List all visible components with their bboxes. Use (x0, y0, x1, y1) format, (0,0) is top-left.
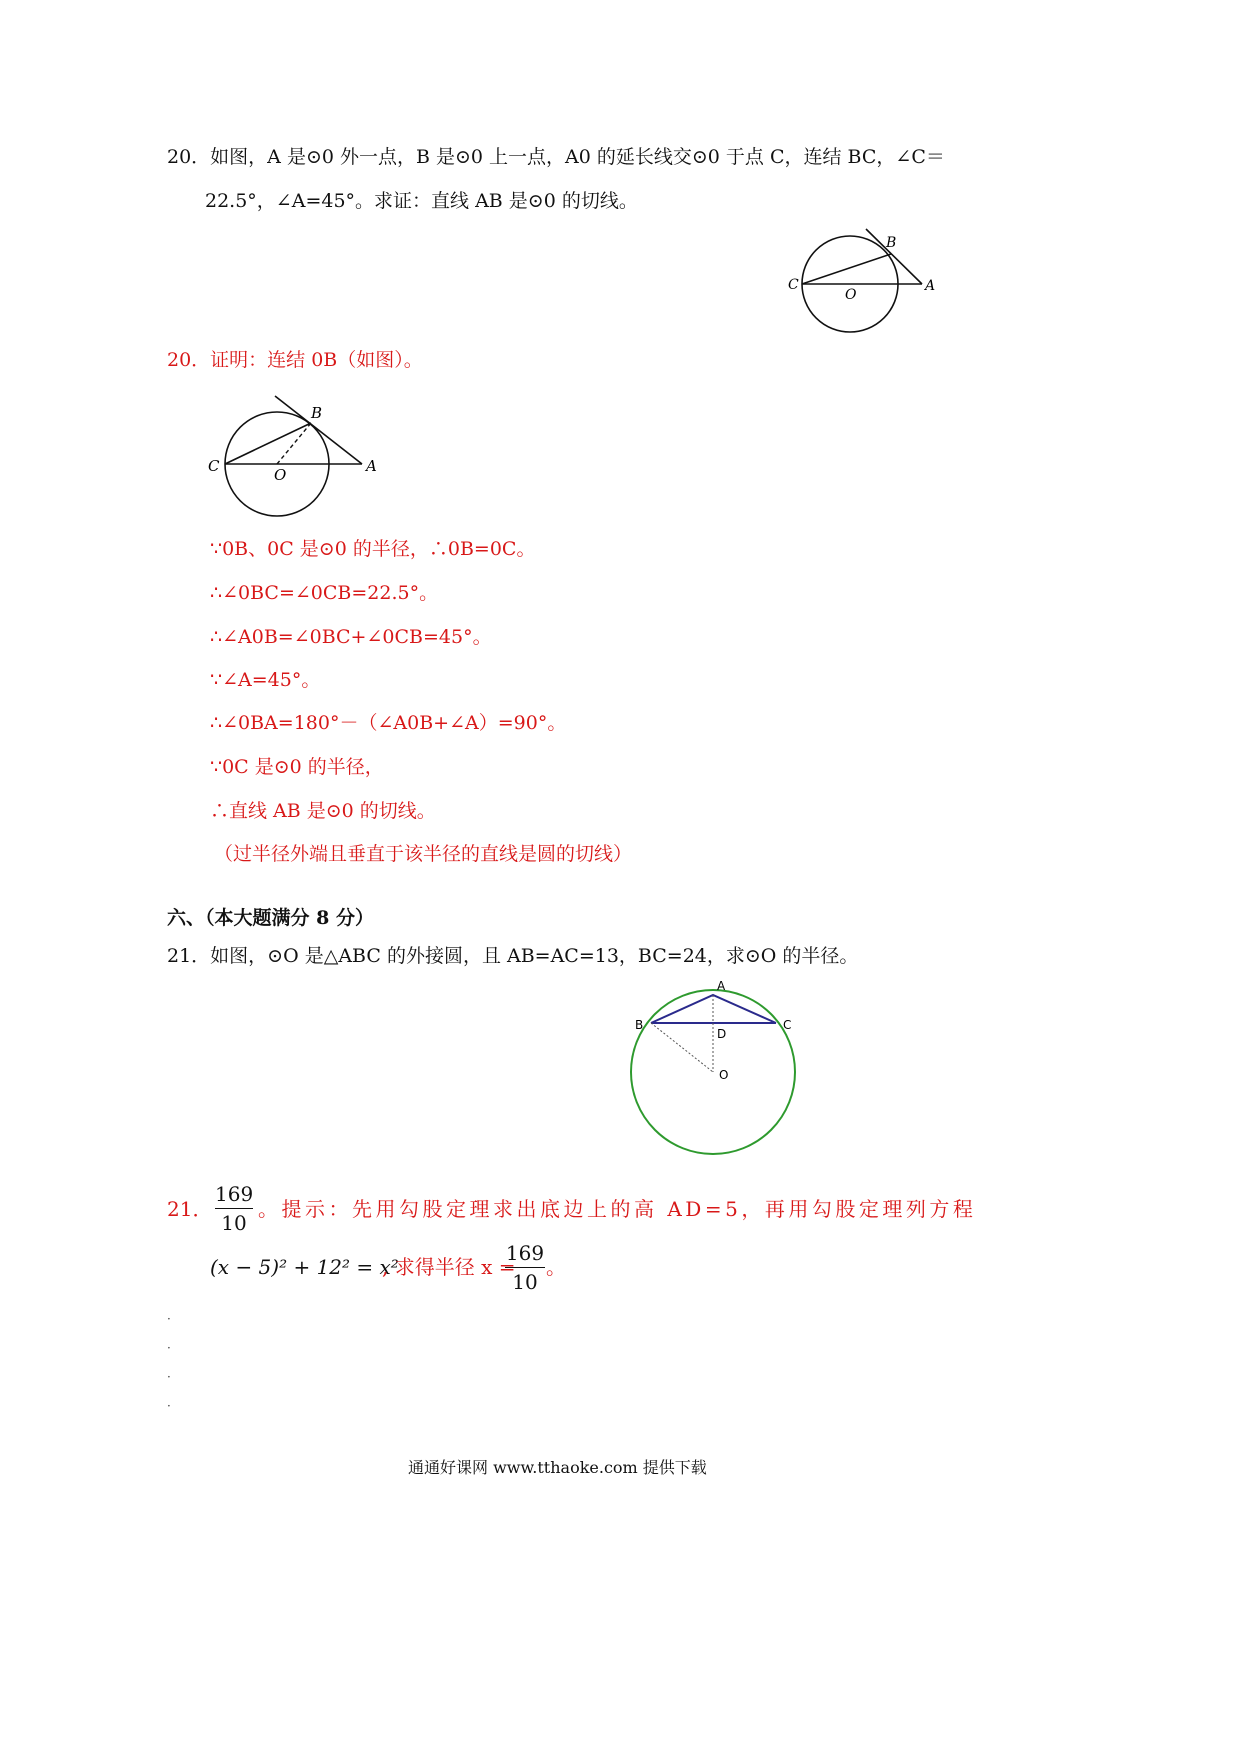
answer-20-note: （过半径外端且垂直于该半径的直线是圆的切线） (214, 843, 633, 865)
fraction-bar (215, 1208, 253, 1209)
answer-20-step-7: ∴直线 AB 是⊙0 的切线。 (210, 800, 436, 822)
answer-21-hint: 。提示：先用勾股定理求出底边上的高 AD=5，再用勾股定理列方程 (258, 1197, 977, 1221)
fraction-denominator: 10 (512, 1270, 538, 1294)
scan-dot: · (167, 1399, 171, 1413)
answer-20-step-5: ∴∠0BA=180°－（∠A0B+∠A）=90°。 (210, 712, 567, 734)
point-c-label: C (783, 1018, 792, 1032)
scan-dot: · (167, 1341, 171, 1355)
scan-dot: · (167, 1312, 171, 1326)
fraction-bar (505, 1267, 545, 1268)
answer-21-number: 21． (167, 1197, 213, 1221)
footer-text: 通通好课网 www.tthaoke.com 提供下载 (408, 1458, 707, 1477)
section-6-title: 六、（本大题满分 8 分） (167, 907, 374, 929)
fraction-denominator: 10 (221, 1211, 247, 1235)
point-b-label: B (311, 404, 323, 422)
point-b-label: B (886, 235, 897, 251)
question-20-line-1: 20．如图，A 是⊙0 外一点，B 是⊙0 上一点，A0 的延长线交⊙0 于点 C，连结 BC，∠C＝ (167, 146, 945, 168)
fraction-numerator: 169 (215, 1182, 254, 1206)
answer-21-equation: (x − 5)² + 12² = x² (210, 1255, 399, 1279)
point-c-label: C (208, 457, 220, 475)
question-20-line-2: 22.5°，∠A=45°。求证：直线 AB 是⊙0 的切线。 (205, 190, 638, 212)
point-o-label: O (274, 466, 287, 484)
point-c-label: C (788, 277, 799, 293)
scan-dot: · (167, 1370, 171, 1384)
answer-21-fraction (215, 1181, 253, 1236)
answer-21-result-fraction (505, 1240, 545, 1295)
question-21-text: 21．如图，⊙O 是△ABC 的外接圆，且 AB=AC=13，BC=24，求⊙O 的半径。 (167, 945, 859, 967)
fraction-numerator: 169 (505, 1241, 545, 1265)
answer-21-result-text: , 求得半径 x = (382, 1255, 516, 1279)
answer-20-heading: 20．证明：连结 0B（如图）。 (167, 349, 423, 371)
point-o-label: O (719, 1068, 729, 1082)
question-20-figure (780, 225, 950, 340)
point-a-label: A (366, 457, 377, 475)
answer-20-step-1: ∵0B、0C 是⊙0 的半径，∴0B=0C。 (210, 538, 536, 560)
point-a-label: A (717, 979, 726, 993)
answer-20-step-2: ∴∠0BC=∠0CB=22.5°。 (210, 582, 439, 604)
answer-21-end: 。 (546, 1255, 566, 1279)
point-b-label: B (635, 1018, 644, 1032)
answer-20-step-6: ∵0C 是⊙0 的半径， (210, 756, 384, 778)
answer-20-step-4: ∵∠A=45°。 (210, 669, 321, 691)
answer-20-step-3: ∴∠A0B=∠0BC+∠0CB=45°。 (210, 626, 492, 648)
point-a-label: A (925, 278, 936, 294)
point-o-label: O (845, 287, 857, 303)
question-21-figure (625, 975, 810, 1160)
point-d-label: D (717, 1027, 727, 1041)
answer-20-figure (200, 392, 390, 522)
